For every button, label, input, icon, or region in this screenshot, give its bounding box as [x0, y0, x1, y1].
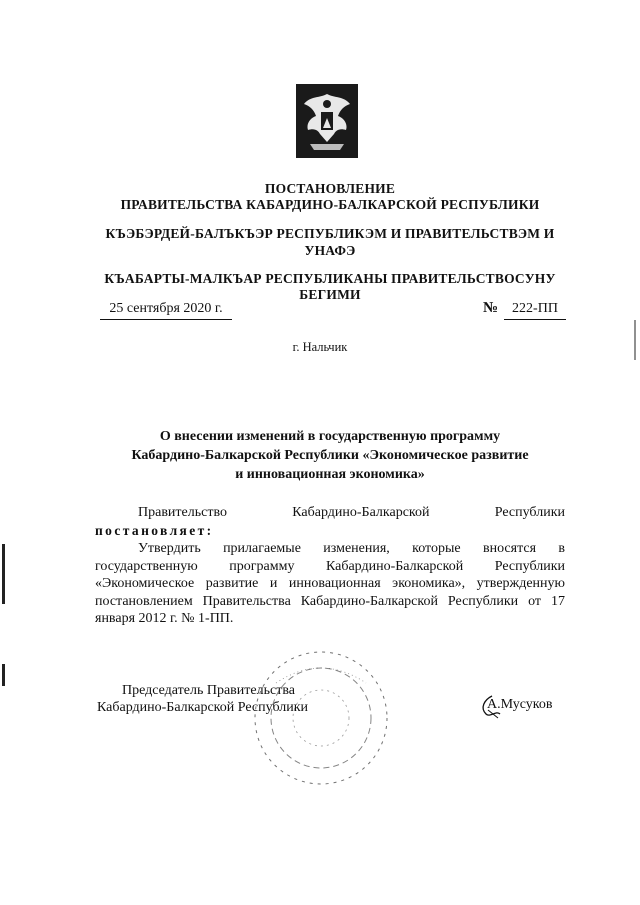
number-sign: № [483, 300, 499, 316]
signer-position-line1: Председатель Правительства [122, 683, 295, 698]
issuer-krc-line2: БЕГИМИ [299, 287, 361, 302]
body-paragraph: Утвердить прилагаемые изменения, которые вносятся в государственную программу Кабардино-Балкарской Республики «Экономическое развитие и инновационная экономика», утвержденную постановлением Правительства Кабардино-Балкарской Республики от 17 января 2012 г. № 1-ПП. [95, 541, 565, 627]
subject-line-2: Кабардино-Балкарской Республики «Экономическое развитие [131, 448, 529, 463]
scan-mark [2, 664, 5, 686]
coat-of-arms-icon [296, 84, 358, 158]
document-date: 25 сентября 2020 г. [100, 301, 232, 320]
body-word-republic: Республики [494, 505, 565, 520]
body-first-line [95, 505, 565, 521]
issuer-krc-line1: КЪАБАРТЫ-МАЛКЪАР РЕСПУБЛИКАНЫ ПРАВИТЕЛЬСТВОСУНУ [104, 271, 556, 286]
city: г. Нальчик [292, 340, 348, 354]
body-word-kbr: Кабардино-Балкарской [292, 505, 430, 520]
scan-mark [634, 320, 636, 360]
issuer-kbd-line2: УНАФЭ [304, 243, 356, 258]
document-subject [80, 427, 580, 484]
doc-type-title: ПОСТАНОВЛЕНИЕ [264, 181, 396, 196]
subject-line-1: О внесении изменений в государственную программу [159, 429, 501, 444]
issuer-ru: ПРАВИТЕЛЬСТВА КАБАРДИНО-БАЛКАРСКОЙ РЕСПУБЛИКИ [120, 197, 540, 212]
decree-word: постановляет: [95, 523, 214, 538]
body-word-government: Правительство [138, 505, 227, 520]
official-seal-icon [246, 643, 396, 793]
issuer-kbd-line1: КЪЭБЭРДЕЙ-БАЛЪКЪЭР РЕСПУБЛИКЭМ И ПРАВИТЕЛЬСТВЭМ И [105, 226, 555, 241]
scan-mark [2, 544, 5, 604]
signer-position-line2: Кабардино-Балкарской Республики [97, 700, 308, 715]
signer-name: А.Мусуков [487, 697, 553, 712]
subject-line-3: и инновационная экономика» [235, 467, 425, 482]
document-number: 222-ПП [504, 301, 566, 320]
